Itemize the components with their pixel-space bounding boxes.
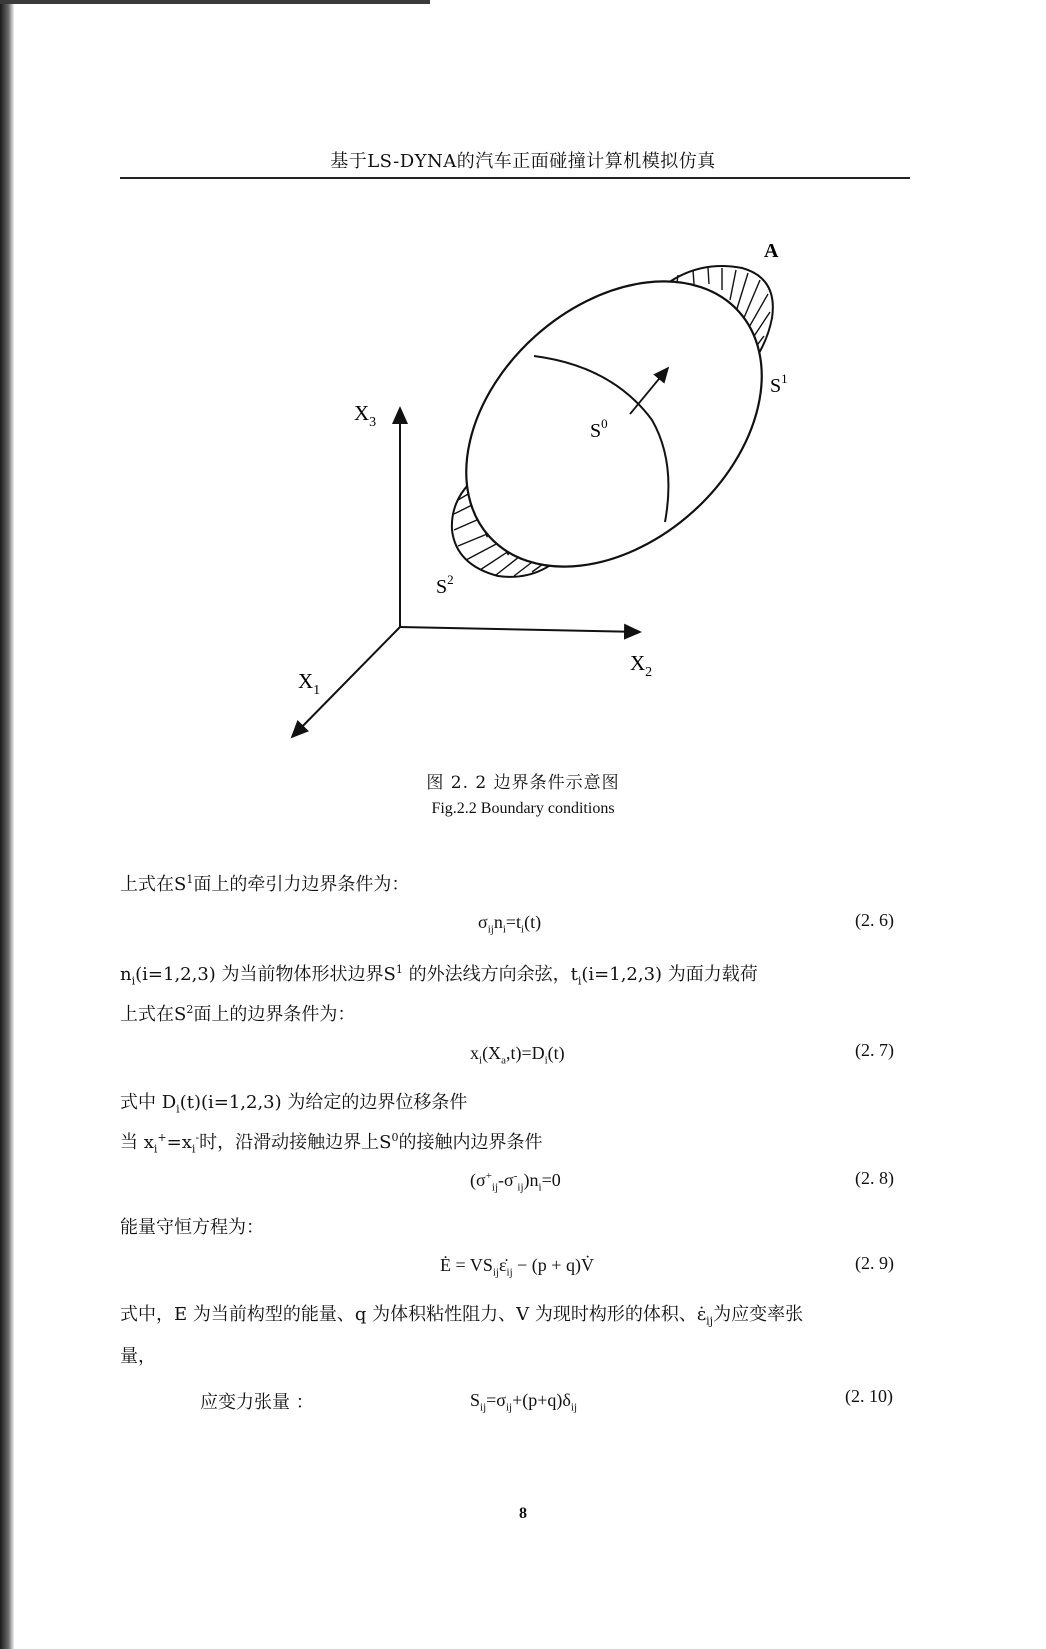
equation-number-2-6: (2. 6) bbox=[855, 910, 894, 930]
boundary-conditions-figure bbox=[0, 0, 1046, 760]
equation-2-9: Ė = $VS_{ij}\varepsiloṅ_{ij} - (p$ + q)V̇ bbox=[440, 1255, 594, 1279]
paragraph-s2: 上式在$S^2$面上的边界条件为： bbox=[120, 1003, 356, 1025]
label-s1: $S^1$ bbox=[770, 371, 788, 397]
paragraph-where-cont: 量， bbox=[120, 1346, 156, 1367]
paragraph-normals: $n_i(i=1,2,3)$ 为当前物体形状边界$S^1$ 的外法线方向余弦，$t_i(i=1,2,3)$ 为面力载荷 bbox=[120, 963, 758, 988]
paragraph-displacement: 式中 $D_i(t)(i=1,2,3)$ 为给定的边界位移条件 bbox=[120, 1092, 468, 1116]
label-x1: $X_1$ bbox=[298, 669, 321, 698]
paragraph-where: 式中，E 为当前构型的能量、q 为体积粘性阻力、V 为现时构形的体积、$\varepsiloṅ_{ij}$为应变率张 bbox=[120, 1304, 804, 1328]
label-s2: $S^2$ bbox=[436, 572, 454, 598]
page-number: 8 bbox=[519, 1505, 527, 1522]
equation-2-8: $(\sigma^+_{ij}-\sigma^-_{ij})n_i=0$ bbox=[470, 1170, 561, 1194]
figure-caption-cn: 图 2. 2 边界条件示意图 bbox=[426, 773, 620, 793]
x2-axis bbox=[400, 627, 640, 632]
equation-number-2-8: (2. 8) bbox=[855, 1168, 894, 1188]
label-x2: $X_2$ bbox=[630, 651, 653, 680]
equation-number-2-10: (2. 10) bbox=[845, 1386, 893, 1406]
label-a: A bbox=[764, 240, 779, 262]
equation-2-10: $S_{ij}=\sigma_{ij}+(p+q)\delta_{ij}$ bbox=[470, 1390, 578, 1414]
paragraph-contact: 当 $x_i^+=x_i^-$时，沿滑动接触边界上$S^0$的接触内边界条件 bbox=[120, 1131, 543, 1156]
equation-2-6: $\sigma_{ij}n_i=t_i(t)$ bbox=[478, 912, 542, 936]
equation-2-7: $x_i(X_a,t)=D_i(t)$ bbox=[470, 1043, 565, 1067]
paragraph-energy: 能量守恒方程为： bbox=[120, 1217, 264, 1238]
equation-number-2-7: (2. 7) bbox=[855, 1040, 894, 1060]
label-s0: $S^0$ bbox=[590, 416, 608, 442]
paragraph-stress-tensor: 应变力张量 ： bbox=[200, 1392, 314, 1413]
running-header: 基于LS-DYNA的汽车正面碰撞计算机模拟仿真 bbox=[330, 151, 716, 172]
figure-caption-en: Fig.2.2 Boundary conditions bbox=[431, 800, 615, 817]
equation-number-2-9: (2. 9) bbox=[855, 1253, 894, 1273]
label-x3: $X_3$ bbox=[354, 401, 377, 430]
paragraph-traction: 上式在$S^1$面上的牵引力边界条件为： bbox=[120, 873, 410, 895]
